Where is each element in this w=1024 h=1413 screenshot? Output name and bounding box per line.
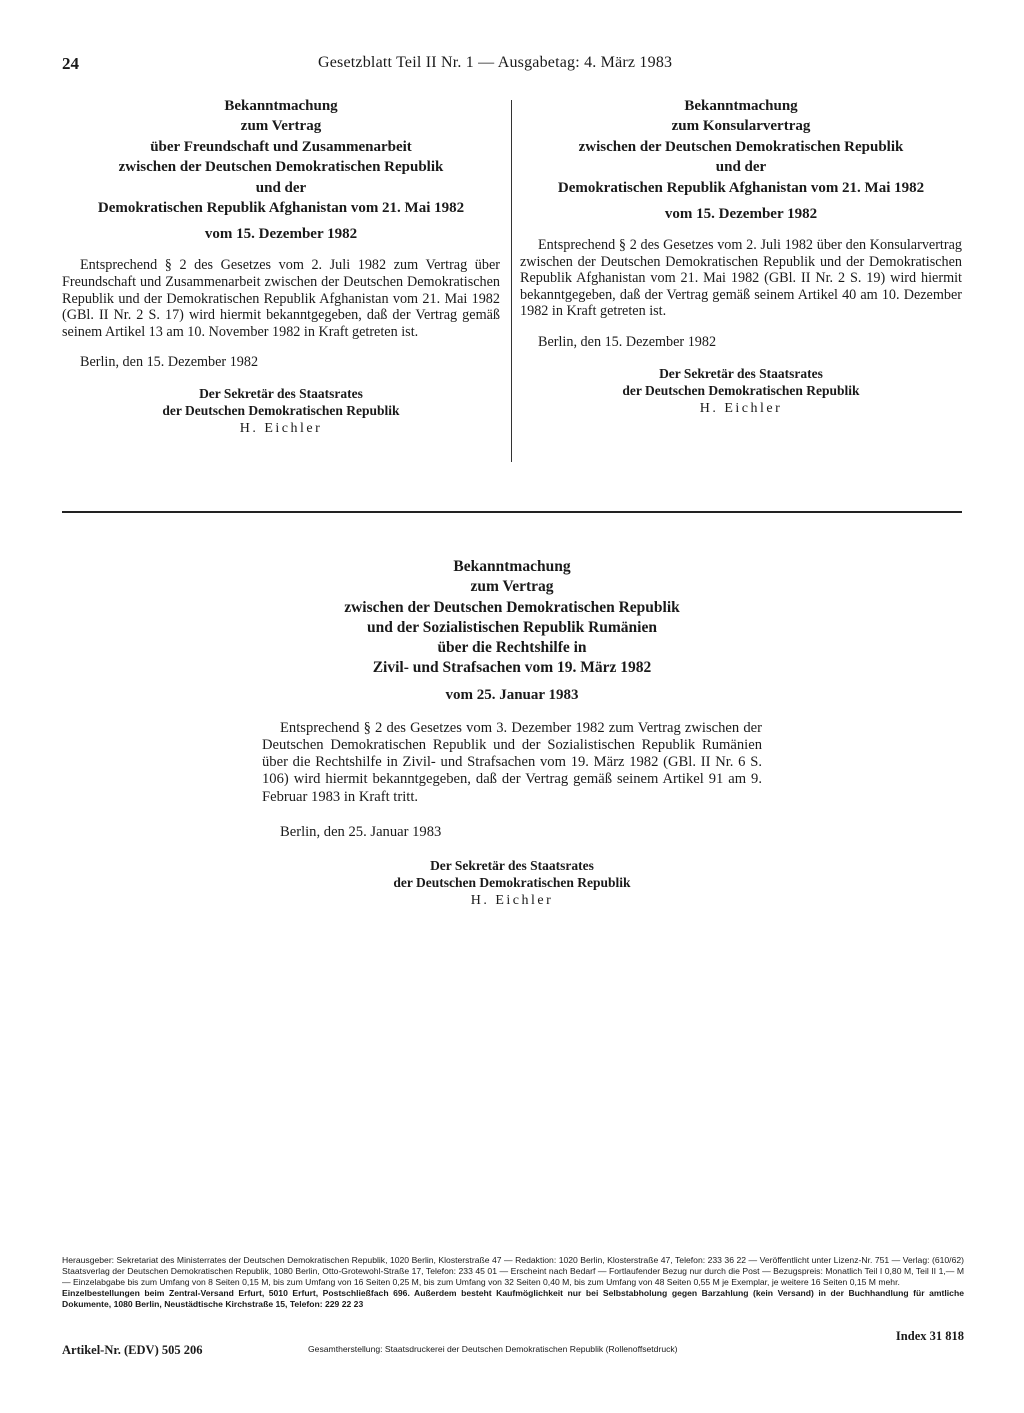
heading-line: und der Sozialistischen Republik Rumänien: [367, 618, 657, 636]
notice-date: vom 25. Januar 1983: [445, 686, 579, 703]
signature-line: Der Sekretär des Staatsrates: [659, 366, 823, 381]
notice-body: Entsprechend § 2 des Gesetzes vom 2. Juli 1982 über den Konsularvertrag zwischen der Deutschen Demokratischen Republik und der Demokratischen Republik Afghanistan vom 21. Mai 1982 (GBl. II Nr. 2 S. 19) wird hiermit bekanntgegeben, daß der Vertrag gemäß seinem Artikel 40 am 10. Dezember 1982 in Kraft getreten ist.: [520, 237, 962, 320]
heading-line: Bekanntmachung: [684, 98, 798, 114]
heading-line: über Freundschaft und Zusammenarbeit: [150, 138, 412, 155]
section-rule: [62, 511, 962, 513]
heading-line: Demokratischen Republik Afghanistan vom 21. Mai 1982: [97, 200, 465, 217]
notice-date: vom 15. Dezember 1982: [204, 226, 358, 243]
signature-line: der Deutschen Demokratischen Republik: [622, 383, 860, 398]
page-number: 24: [62, 54, 79, 73]
notice-heading: [520, 96, 962, 198]
heading-line: zwischen der Deutschen Demokratischen Republik: [578, 138, 904, 155]
heading-line: und der: [255, 179, 307, 196]
signature-block: [520, 365, 962, 399]
notice-legal-assistance-treaty: [262, 557, 762, 909]
heading-line: zum Vertrag: [470, 578, 554, 596]
heading-line: zwischen der Deutschen Demokratischen Republik: [118, 159, 444, 176]
printer-credit: Gesamtherstellung: Staatsdruckerei der Deutschen Demokratischen Republik (Rollenoffsetdruck): [308, 1344, 678, 1354]
imprint-text: Herausgeber: Sekretariat des Ministerrates der Deutschen Demokratischen Republik, 1020 Berlin, Klosterstraße 47 — Redaktion: 1020 Berlin, Klosterstraße 47, Telefon: 233 36 22 — Veröffentlicht unter Lizenz-Nr. 751 — Verlag: (610/62) Staatsverlag der Deutschen Demokratischen Republik, 1080 Berlin, Otto-Grotewohl-Straße 17, Telefon: 233 45 01 — Erscheint nach Bedarf — Fortlaufender Bezug nur durch die Post — Bezugspreis: Monatlich Teil I 0,80 M, Teil II 1,— M — Einzelabgabe bis zum Umfang von 8 Seiten 0,15 M, bis zum Umfang von 16 Seiten 0,25 M, bis zum Umfang von 32 Seiten 0,40 M, bis zum Umfang von 48 Seiten 0,55 M je Exemplar, je weitere 16 Seiten 0,15 M mehr.: [62, 1255, 964, 1287]
signature-block: [62, 385, 500, 419]
column-divider: [511, 100, 512, 462]
running-head: Gesetzblatt Teil II Nr. 1 — Ausgabetag: 4. März 1983: [318, 54, 673, 71]
notice-consular-treaty: [520, 96, 962, 417]
heading-line: zum Konsularvertrag: [671, 118, 811, 135]
heading-line: zwischen der Deutschen Demokratischen Republik: [344, 598, 680, 616]
signer-name: H. Eichler: [699, 401, 783, 416]
imprint: [62, 1255, 964, 1310]
heading-line: Demokratischen Republik Afghanistan vom 21. Mai 1982: [557, 179, 925, 196]
place-date: Berlin, den 15. Dezember 1982: [538, 334, 717, 350]
signature-line: der Deutschen Demokratischen Republik: [393, 874, 631, 890]
signer-name: H. Eichler: [239, 421, 323, 437]
heading-line: zum Vertrag: [240, 118, 322, 135]
heading-line: Zivil- und Strafsachen vom 19. März 1982: [372, 659, 652, 677]
notice-body: Entsprechend § 2 des Gesetzes vom 2. Juli 1982 zum Vertrag über Freundschaft und Zusammenarbeit zwischen der Deutschen Demokratischen Republik und der Demokratischen Republik Afghanistan vom 21. Mai 1982 (GBl. II Nr. 2 S. 17) wird hiermit bekanntgegeben, daß der Vertrag gemäß seinem Artikel 13 am 10. November 1982 in Kraft getreten ist.: [62, 257, 500, 340]
heading-line: über die Rechtshilfe in: [437, 639, 587, 657]
imprint-orders: Einzelbestellungen beim Zentral-Versand Erfurt, 5010 Erfurt, Postschließfach 696. Außerdem besteht Kaufmöglichkeit nur bei Selbstabholung gegen Barzahlung (kein Versand) in der Buchhandlung für amtliche Dokumente, 1080 Berlin, Neustädtische Kirchstraße 15, Telefon: 229 22 23: [62, 1287, 964, 1309]
signature-line: der Deutschen Demokratischen Republik: [162, 403, 400, 419]
notice-heading: [262, 557, 762, 679]
notice-body: Entsprechend § 2 des Gesetzes vom 3. Dezember 1982 zum Vertrag zwischen der Deutschen Demokratischen Republik und der Sozialistischen Republik Rumänien über die Rechtshilfe in Zivil- und Strafsachen vom 19. März 1982 (GBl. II Nr. 6 S. 106) wird hiermit bekanntgegeben, daß der Vertrag gemäß seinem Artikel 91 am 9. Februar 1983 in Kraft tritt.: [262, 719, 762, 805]
notice-friendship-treaty: [62, 96, 500, 437]
notice-heading: [62, 96, 500, 218]
heading-line: Bekanntmachung: [453, 558, 571, 575]
heading-line: und der: [715, 159, 767, 176]
signature-block: [262, 857, 762, 891]
heading-line: Bekanntmachung: [224, 98, 338, 114]
signature-line: Der Sekretär des Staatsrates: [199, 386, 363, 402]
place-date: Berlin, den 15. Dezember 1982: [80, 354, 259, 371]
article-number: Artikel-Nr. (EDV) 505 206: [62, 1343, 203, 1357]
notice-date: vom 15. Dezember 1982: [664, 206, 818, 223]
signature-line: Der Sekretär des Staatsrates: [430, 857, 594, 873]
index-number: Index 31 818: [895, 1329, 964, 1343]
signer-name: H. Eichler: [470, 892, 554, 908]
place-date: Berlin, den 25. Januar 1983: [280, 823, 442, 840]
